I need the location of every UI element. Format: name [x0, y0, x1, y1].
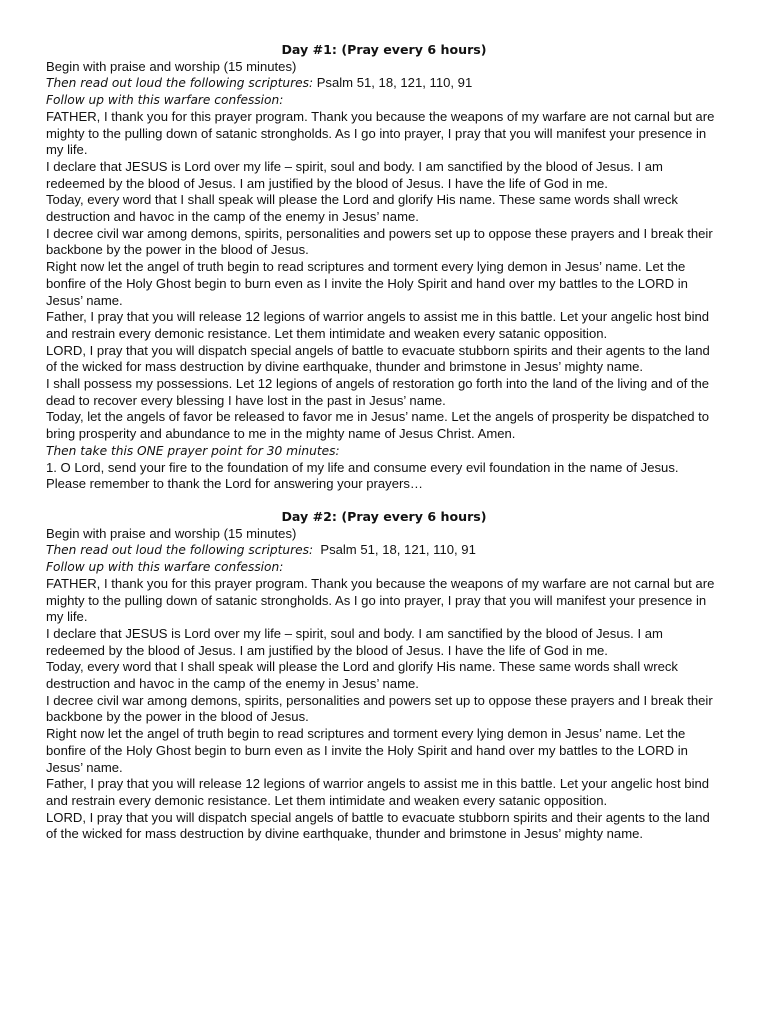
day-2-scripture-prefix: Then read out loud the following scriptures: [46, 543, 314, 558]
day-1-paragraph-6: Father, I pray that you will release 12 legions of warrior angels to assist me in this battle. Let your angelic host bind and restrain every demonic resistance. Let them intimidate and weaken every satanic opposition. [46, 309, 710, 341]
day-1-paragraph-3: Today, every word that I shall speak will please the Lord and glorify His name. These same words shall wreck destruction and havoc in the camp of the enemy in Jesus’ name. [46, 192, 678, 225]
day-1-intro: Begin with praise and worship (15 minutes) [46, 58, 297, 74]
day-1-scripture-refs: Psalm 51, 18, 121, 110, 91 [313, 75, 473, 91]
day-1-paragraph-5: Right now let the angel of truth begin to read scriptures and torment every lying demon in Jesus’ name. Let the bonfire of the Holy Ghost begin to burn even as I invite the Holy Spirit and hand over my battles to the LORD in Jesus’ name. [46, 259, 688, 308]
document-page [46, 42, 722, 843]
day-1-paragraph-8: I shall possess my possessions. Let 12 legions of angels of restoration go forth into the land of the living and of the dead to recover every blessing I have lost in the past in Jesus’ name. [46, 376, 710, 408]
day-1-scripture-line [46, 75, 722, 92]
day-1-confession-heading: Follow up with this warfare confession: [46, 93, 284, 108]
day-2-intro: Begin with praise and worship (15 minutes) [46, 525, 297, 541]
day-1-title: Day #1: (Pray every 6 hours) [281, 42, 487, 57]
day-2-scripture-refs: Psalm 51, 18, 121, 110, 91 [313, 542, 476, 558]
day-2-scripture-line [46, 542, 722, 559]
day-2-paragraph-2: I declare that JESUS is Lord over my life – spirit, soul and body. I am sanctified by the blood of Jesus. I am redeemed by the blood of Jesus. I am justified by the blood of Jesus. I have the life of God in me. [46, 625, 663, 658]
day-2-section [46, 509, 722, 843]
day-1-paragraph-2: I declare that JESUS is Lord over my life – spirit, soul and body. I am sanctified by the blood of Jesus. I am redeemed by the blood of Jesus. I am justified by the blood of Jesus. I have the life of God in me. [46, 158, 663, 191]
day-2-title: Day #2: (Pray every 6 hours) [281, 508, 487, 524]
day-2-confession-heading: Follow up with this warfare confession: [46, 560, 284, 575]
day-1-prayer-point: 1. O Lord, send your fire to the foundation of my life and consume every evil foundation in the name of Jesus. [46, 459, 679, 475]
day-1-scripture-prefix: Then read out loud the following scriptures: [46, 76, 314, 91]
day-2-paragraph-5: Right now let the angel of truth begin to read scriptures and torment every lying demon in Jesus’ name. Let the bonfire of the Holy Ghost begin to burn even as I invite the Holy Spirit and hand over my battles to the LORD in Jesus’ name. [46, 726, 688, 775]
day-1-paragraph-7: LORD, I pray that you will dispatch special angels of battle to evacuate stubborn spirits and their agents to the land of the wicked for mass destruction by divine earthquake, thunder and brimstone in Jesus’ mighty name. [46, 342, 710, 375]
day-2-paragraph-1: FATHER, I thank you for this prayer program. Thank you because the weapons of my warfare are not carnal but are mighty to the pulling down of satanic strongholds. As I go into prayer, I pray that you will manifest your presence in my life. [46, 575, 715, 625]
day-2-paragraph-7: LORD, I pray that you will dispatch special angels of battle to evacuate stubborn spirits and their agents to the land of the wicked for mass destruction by divine earthquake, thunder and brimstone in Jesus’ mighty name. [46, 809, 710, 842]
day-1-section [46, 42, 722, 493]
day-1-paragraph-4: I decree civil war among demons, spirits, personalities and powers set up to oppose these prayers and I break their backbone by the power in the blood of Jesus. [46, 225, 713, 258]
day-2-paragraph-3: Today, every word that I shall speak will please the Lord and glorify His name. These same words shall wreck destruction and havoc in the camp of the enemy in Jesus’ name. [46, 659, 678, 692]
day-1-paragraph-1: FATHER, I thank you for this prayer program. Thank you because the weapons of my warfare are not carnal but are mighty to the pulling down of satanic strongholds. As I go into prayer, I pray that you will manifest your presence in my life. [46, 108, 715, 158]
day-1-closing: Please remember to thank the Lord for answering your prayers… [46, 476, 423, 492]
day-2-paragraph-4: I decree civil war among demons, spirits, personalities and powers set up to oppose these prayers and I break their backbone by the power in the blood of Jesus. [46, 692, 713, 725]
day-1-prayer-point-heading: Then take this ONE prayer point for 30 minutes: [46, 443, 340, 458]
day-2-paragraph-6: Father, I pray that you will release 12 legions of warrior angels to assist me in this battle. Let your angelic host bind and restrain every demonic resistance. Let them intimidate and weaken every satanic opposition. [46, 776, 710, 808]
day-1-paragraph-9: Today, let the angels of favor be released to favor me in Jesus’ name. Let the angels of prosperity be dispatched to bring prosperity and abundance to me in the mighty name of Jesus Christ. Amen. [46, 409, 710, 442]
